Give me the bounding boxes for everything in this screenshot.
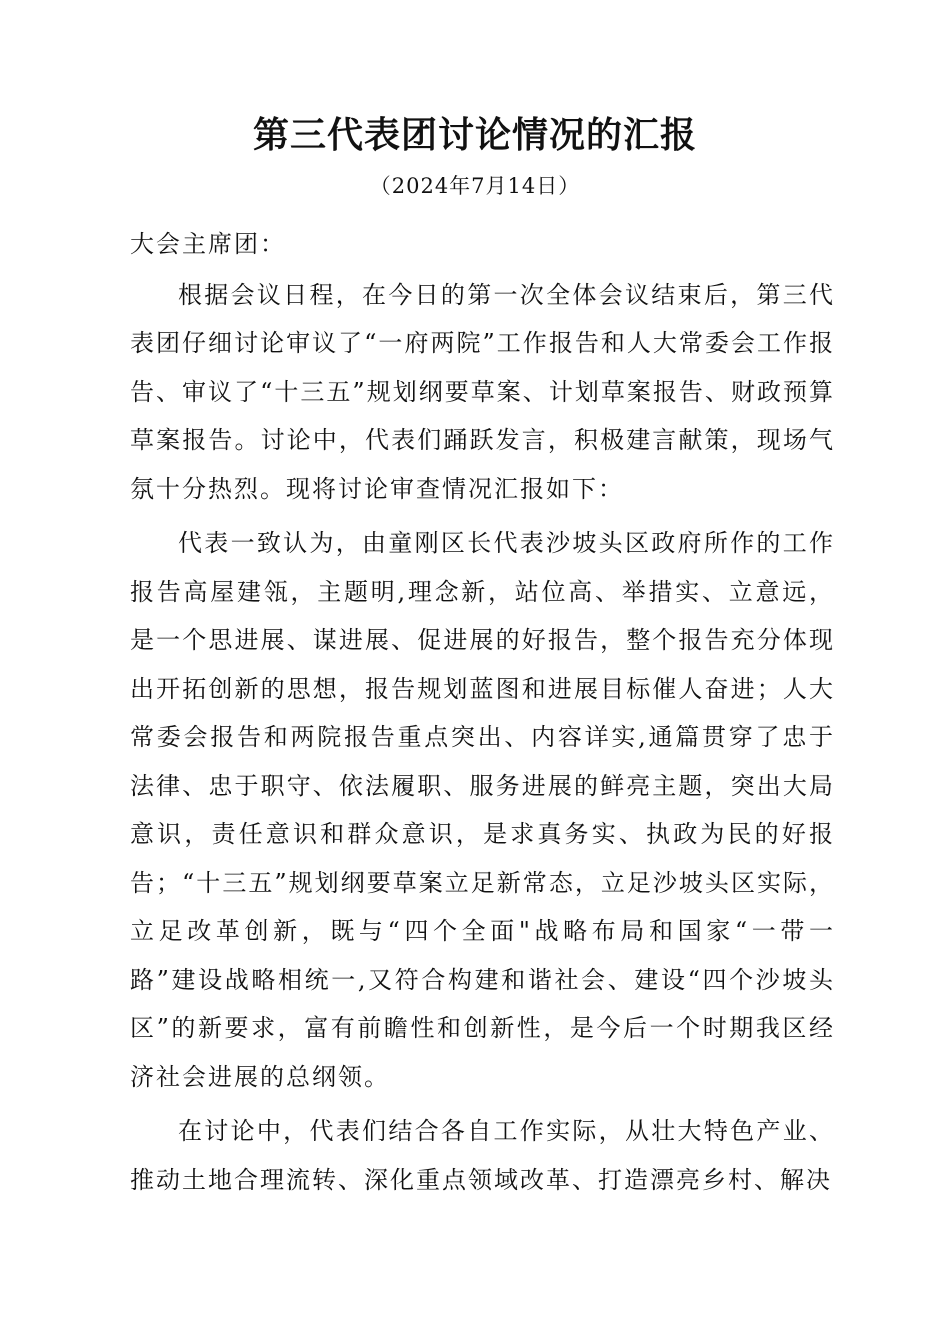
paragraph: 在讨论中，代表们结合各自工作实际，从壮大特色产业、推动土地合理流转、深化重点领域改革、打造漂亮乡村、解决 <box>130 1117 835 1194</box>
document-title: 第三代表团讨论情况的汇报 <box>252 114 697 156</box>
paragraph: 根据会议日程，在今日的第一次全体会议结束后，第三代表团仔细讨论审议了“一府两院”工作报告和人大常委会工作报告、审议了“十三五”规划纲要草案、计划草案报告、财政预算草案报告。讨论中，代表们踊跃发言，积极建言献策，现场气氛十分热烈。现将讨论审查情况汇报如下： <box>130 280 835 503</box>
salutation: 大会主席团： <box>130 230 286 258</box>
document-body <box>130 220 835 1210</box>
paragraph: 代表一致认为，由童刚区长代表沙坡头区政府所作的工作报告高屋建瓴，主题明,理念新，站位高、举措实、立意远，是一个思进展、谋进展、促进展的好报告，整个报告充分体现出开拓创新的思想，报告规划蓝图和进展目标催人奋进；人大常委会报告和两院报告重点突出、内容详实,通篇贯穿了忠于法律、忠于职守、依法履职、服务进展的鲜亮主题，突出大局意识，责任意识和群众意识，是求真务实、执政为民的好报告；“十三五”规划纲要草案立足新常态，立足沙坡头区实际，立足改革创新，既与“四个全面"战略布局和国家“一带一路”建设战略相统一,又符合构建和谐社会、建设“四个沙坡头区”的新要求，富有前瞻性和创新性，是今后一个时期我区经济社会进展的总纲领。 <box>130 529 835 1091</box>
document-date: （2024年7月14日） <box>369 174 581 198</box>
